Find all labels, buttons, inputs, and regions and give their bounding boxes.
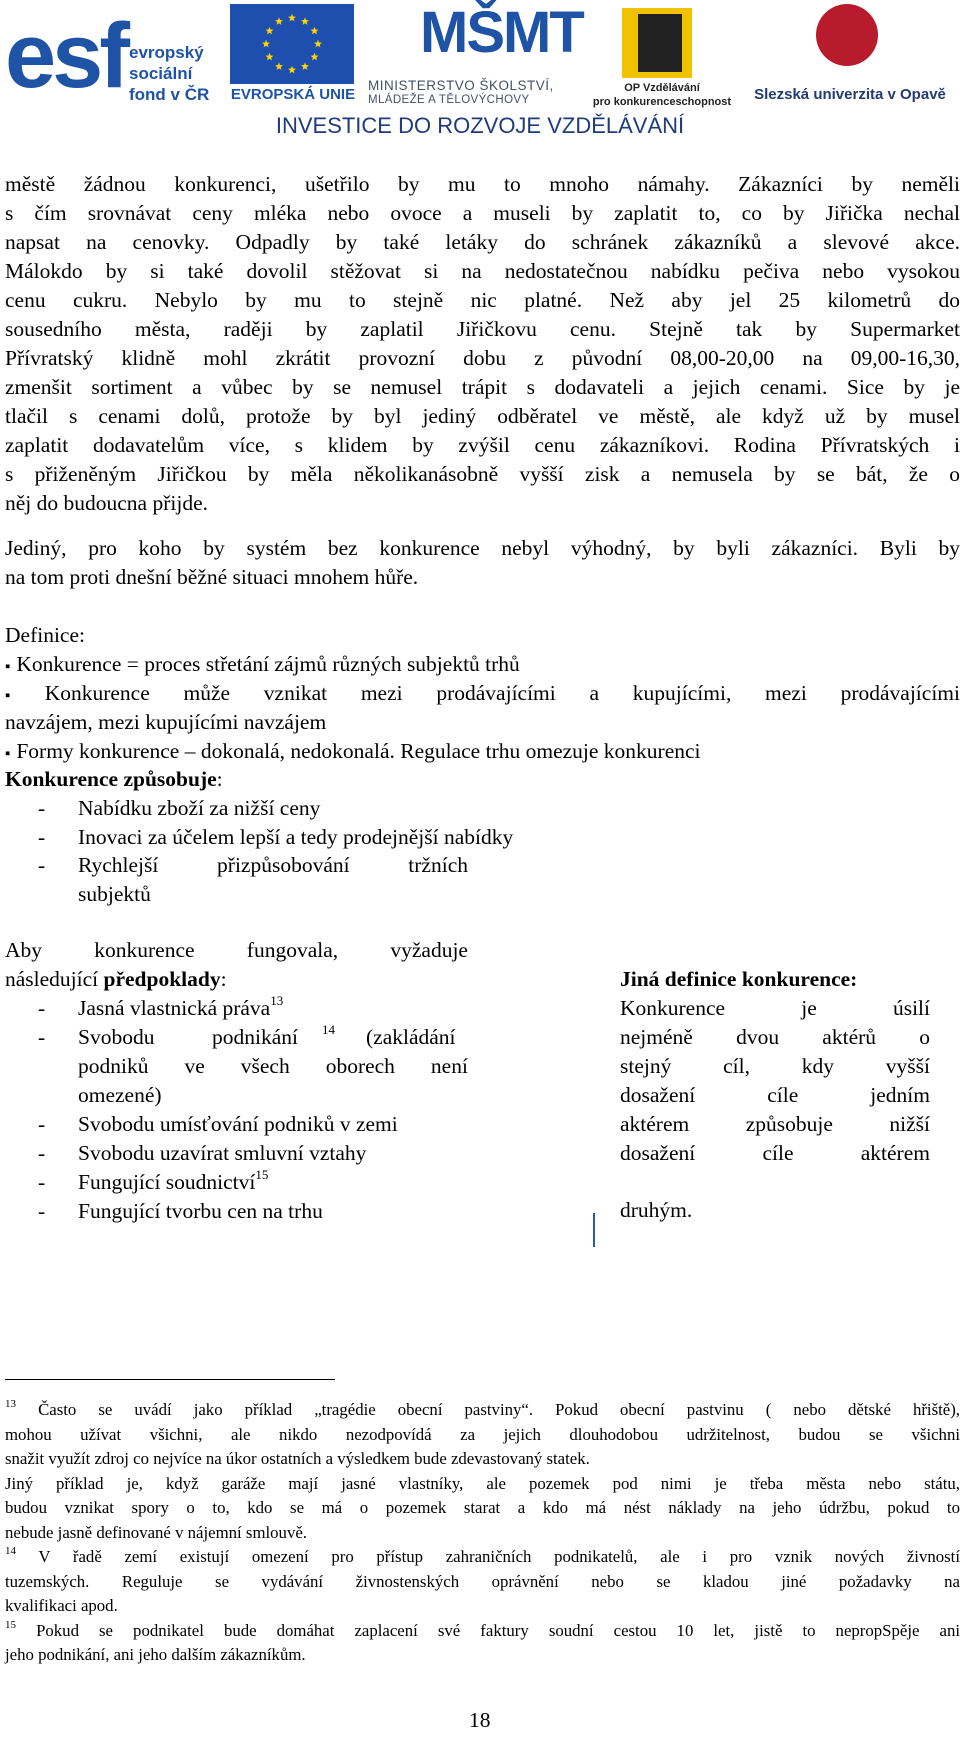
footnote-line: $^{14}$ V řadě zemí existují omezení pro přístup zahraničních podnikatelů, ale i pro vznik nových živností <box>5 1545 960 1566</box>
su-emblem-icon <box>816 4 878 66</box>
list-dash: - <box>38 1141 46 1165</box>
predpoklady-item-2-line2: podniků ve všech oborech není <box>78 1054 468 1078</box>
list-dash: - <box>38 1170 46 1194</box>
sidebox-line: aktérem způsobuje nižší <box>620 1112 930 1136</box>
list-dash: - <box>38 1112 46 1136</box>
predpoklady-item-2-a: Svobodu <box>78 1025 155 1049</box>
eu-logo-caption: EVROPSKÁ UNIE <box>230 86 356 103</box>
bullet-icon: ▪ <box>5 688 39 704</box>
list-dash: - <box>38 796 46 820</box>
footnote-line: nebude jasně definované v nájemní smlouvě. <box>5 1522 307 1542</box>
definice-item: navzájem, mezi kupujícími navzájem <box>5 710 327 734</box>
eu-star-icon <box>265 53 273 61</box>
eu-star-icon <box>311 27 319 35</box>
footnote-line: $^{15}$ Pokud se podnikatel bude domáhat zaplacení své faktury soudní cestou 10 let, jistě to nepropSpěje ani <box>5 1618 960 1640</box>
eu-star-icon <box>301 17 309 25</box>
text-line: Přívratský klidně mohl zkrátit provozní dobu z původní 08,00-20,00 na 09,00-16,30, <box>5 346 960 370</box>
text-line: s čím srovnávat ceny mléka nebo ovoce a museli by zaplatit to, co by Jiřička nechal <box>5 201 960 225</box>
predpoklady-item-3: Svobodu umísťování podniků v zemi <box>78 1112 398 1136</box>
zpusobuje-item-3-cont: subjektů <box>78 882 151 906</box>
definice-heading: Definice: <box>5 623 85 647</box>
zpusobuje-item-2: Inovaci za účelem lepší a tedy prodejnější nabídky <box>78 825 514 849</box>
op-logo-line2: pro konkurenceschopnost <box>592 96 732 108</box>
list-dash: - <box>38 1025 46 1049</box>
text-line: zmenšit sortiment a vůbec by se nemusel trápit s dodavateli a jejich cenami. Sice by je <box>5 375 960 399</box>
definice-list <box>5 650 960 766</box>
text-line: městě žádnou konkurenci, ušetřilo by mu to mnoho námahy. Zákazníci by neměli <box>5 172 960 196</box>
esf-logo <box>5 4 223 108</box>
op-logo-line1: OP Vzdělávání <box>624 82 700 94</box>
msmt-logo-mark: MŠMT <box>420 0 583 65</box>
eu-star-icon <box>265 27 273 35</box>
predpoklady-item-2-line3: omezené) <box>78 1083 162 1107</box>
definice-item: ▪ Konkurence může vznikat mezi prodávajícími a kupujícími, mezi prodávajícími <box>5 681 960 705</box>
eu-star-icon <box>262 40 270 48</box>
sidebox-line: stejný cíl, kdy vyšší <box>620 1054 930 1078</box>
zpusobuje-item-1: Nabídku zboží za nižší ceny <box>78 796 321 820</box>
predpoklady-heading: následující předpoklady: <box>5 967 227 991</box>
msmt-logo-line2: MLÁDEŽE A TĚLOVÝCHOVY <box>368 94 530 106</box>
eu-star-icon <box>314 40 322 48</box>
sidebox-line: dosažení cíle aktérem <box>620 1141 930 1165</box>
predpoklady-intro: Aby konkurence fungovala, vyžaduje <box>5 938 468 962</box>
bullet-icon: ▪ <box>5 659 11 675</box>
footnote-line: Jiný příklad je, když garáže mají jasné vlastníky, ale pozemek pod nimi je třeba města nebo státu, <box>5 1473 960 1493</box>
predpoklady-item-5: Fungující soudnictví$^{15}$ <box>78 1167 269 1194</box>
esf-logo-mark: esf <box>5 5 126 107</box>
text-line: zaplatit dodavatelům více, s klidem by zvýšil cenu zákazníkovi. Rodina Přívratských i <box>5 433 960 457</box>
predpoklady-item-4: Svobodu uzavírat smluvní vztahy <box>78 1141 367 1165</box>
list-dash: - <box>38 825 46 849</box>
predpoklady-item-6: Fungující tvorbu cen na trhu <box>78 1199 323 1223</box>
esf-logo-text: evropský sociální fond v ČR <box>129 43 210 104</box>
header-logos <box>0 0 960 150</box>
footnote-line: snažit využít zdroj co nejvíce na úkor ostatních a výsledkem bude zdevastovaný statek. <box>5 1449 590 1468</box>
predpoklady-item-1: Jasná vlastnická práva$^{13}$ <box>78 993 284 1020</box>
eu-star-icon <box>301 62 309 70</box>
footnote-line: $^{13}$ Často se uvádí jako příklad „tragédie obecní pastviny“. Pokud obecní pastvinu ( nebo dětské hřiště), <box>5 1398 960 1419</box>
sidebox-line: Konkurence je úsilí <box>620 996 930 1020</box>
text-line: Málokdo by si také dovolil stěžovat si na nedostatečnou nabídku pečiva nebo vysokou <box>5 259 960 283</box>
footnote-separator <box>5 1379 335 1380</box>
text-line: na tom proti dnešní běžné situaci mnohem hůře. <box>5 565 419 589</box>
eu-star-icon <box>311 53 319 61</box>
definice-item: ▪ Formy konkurence – dokonalá, nedokonalá. Regulace trhu omezuje konkurenci <box>5 739 701 763</box>
su-logo <box>740 0 960 112</box>
text-line: sousedního města, raději by zaplatil Jiřičkovu cenu. Stejně tak by Supermarket <box>5 317 960 341</box>
text-line: napsat na cenovky. Odpadly by také letáky do schránek zákazníků a slevové akce. <box>5 230 960 254</box>
footnote-line: kvalifikaci apod. <box>5 1596 118 1615</box>
footnote-line: jeho podnikání, ani jeho dalším zákazníkům. <box>5 1645 306 1664</box>
sidebox-line: dosažení cíle jedním <box>620 1083 930 1107</box>
bullet-icon: ▪ <box>5 746 11 762</box>
text-line: s přiženěným Jiřičkou by měla několikanásobně vyšší zisk a nemusela by se bát, že o <box>5 462 960 486</box>
list-dash: - <box>38 996 46 1020</box>
eu-star-icon <box>288 66 296 74</box>
sidebox-last: druhým. <box>620 1198 693 1222</box>
sidebox-title: Jiná definice konkurence: <box>620 967 858 991</box>
op-logo-bar <box>638 14 682 72</box>
text-line: něj do budoucna přijde. <box>5 491 209 515</box>
op-logo <box>588 8 738 112</box>
predpoklady-item-2-c: (zakládání <box>366 1025 456 1049</box>
predpoklady-item-2-b: podnikání $^{14}$ <box>212 1022 335 1049</box>
list-dash: - <box>38 1199 46 1223</box>
msmt-logo-line1: MINISTERSTVO ŠKOLSTVÍ, <box>368 78 554 93</box>
footnote-line: tuzemských. Reguluje se vydávání živnostenských oprávnění nebo se kladou jiné požadavky na <box>5 1571 960 1591</box>
page-number: 18 <box>469 1708 491 1732</box>
eu-star-icon <box>275 62 283 70</box>
footnote-number: 14 <box>5 1545 16 1557</box>
msmt-logo <box>360 0 600 110</box>
text-line: tlačil s cenami dolů, protože by byl jediný odběratel ve městě, ale když už by musel <box>5 404 960 428</box>
sidebox-line: nejméně dvou aktérů o <box>620 1025 930 1049</box>
definice-item: ▪ Konkurence = proces střetání zájmů různých subjektů trhů <box>5 652 520 676</box>
footnote-line: budou vznikat spory o to, kdo se má o pozemek starat a kdo má nést náklady na jeho údržbu, pokud to <box>5 1498 960 1517</box>
paragraph-2 <box>5 534 960 592</box>
text-line: cenu cukru. Nebylo by mu to stejně nic platné. Než aby jel 25 kilometrů do <box>5 288 960 312</box>
footnote-line: mohou užívat všichni, ale nikdo nezodpovídá za jejich dlouhodobou udržitelnost, budou se všichni <box>5 1424 960 1444</box>
footnote-number: 13 <box>5 1398 16 1410</box>
zpusobuje-heading: Konkurence způsobuje: <box>5 767 223 791</box>
text-line: Jediný, pro koho by systém bez konkurence nebyl výhodný, by byli zákazníci. Byli by <box>5 536 960 560</box>
su-logo-name: Slezská univerzita v Opavě <box>754 86 946 103</box>
footnotes <box>5 1398 960 1668</box>
header-banner: INVESTICE DO ROZVOJE VZDĚLÁVÁNÍ <box>275 113 685 138</box>
text-cursor-mark <box>593 1213 595 1247</box>
list-dash: - <box>38 853 46 877</box>
eu-star-icon <box>288 14 296 22</box>
zpusobuje-item-3: Rychlejší přizpůsobování tržních <box>78 853 468 877</box>
eu-flag-icon <box>230 4 354 84</box>
eu-star-icon <box>275 17 283 25</box>
footnote-number: 15 <box>5 1618 16 1631</box>
paragraph-1 <box>5 170 960 518</box>
